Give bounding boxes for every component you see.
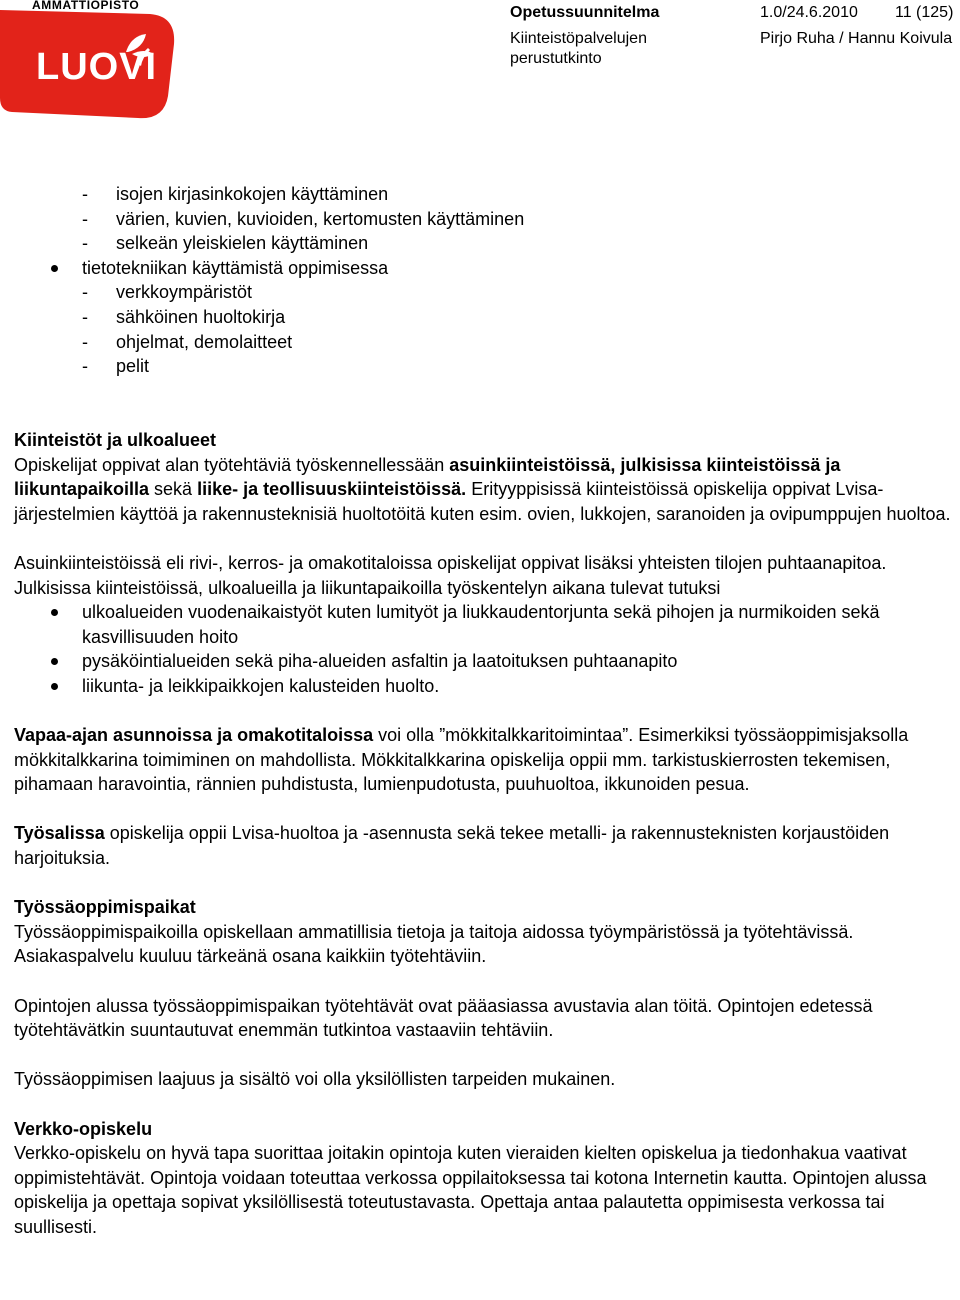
list-item: ulkoalueiden vuodenaikaistyöt kuten lumityöt ja liukkaudentorjunta sekä pihojen ja nurmikoiden sekä kasvillisuuden hoito bbox=[14, 600, 954, 649]
paragraph: Työssäoppimisen laajuus ja sisältö voi olla yksilöllisten tarpeiden mukainen. bbox=[14, 1069, 616, 1090]
luovi-logo bbox=[0, 0, 178, 122]
document-body bbox=[14, 182, 954, 1240]
list-item: - pelit bbox=[14, 354, 954, 379]
list-item: - värien, kuvien, kuvioiden, kertomusten käyttäminen bbox=[14, 207, 954, 232]
list-item: - isojen kirjasinkokojen käyttäminen bbox=[14, 182, 954, 207]
paragraph: Työssäoppimispaikoilla opiskellaan ammatillisia tietoja ja taitoja aidossa työympäristössä ja työtehtävissä. Asiakaspalvelu kuuluu tärkeänä osana kaikkiin työtehtäviin. bbox=[14, 921, 854, 967]
doc-version: 1.0/24.6.2010 bbox=[760, 4, 858, 21]
section-heading: Työssäoppimispaikat bbox=[14, 897, 196, 918]
paragraph: Asuinkiinteistöissä eli rivi-, kerros- ja omakotitaloissa opiskelijat oppivat lisäksi yhteisten tilojen puhtaanapitoa. Julkisissa kiinteistöissä, ulkoalueilla ja liikuntapaikoilla työskentelyn aikana tulevat tutuksi bbox=[14, 552, 887, 598]
doc-title: Opetussuunnitelma bbox=[510, 4, 660, 21]
section-heading: Kiinteistöt ja ulkoalueet bbox=[14, 429, 217, 450]
paragraph: Opiskelijat oppivat alan työtehtäviä työskennellessään asuinkiinteistöissä, julkisissa kiinteistöissä ja liikuntapaikoilla sekä liike- ja teollisuuskiinteistöissä. Erityyppisissä kiinteistöissä opiskelija oppivat Lvisa-järjestelmien käyttöä ja rakennusteknisiä huoltotöitä kuten esim. ovien, lukkojen, saranoiden ja ovipumppujen huoltoa. bbox=[14, 454, 951, 524]
logo-wordmark: LUOVI bbox=[36, 46, 158, 88]
list-item: tietotekniikan käyttämistä oppimisessa bbox=[14, 256, 954, 281]
list-item: - sähköinen huoltokirja bbox=[14, 305, 954, 330]
list-item: liikunta- ja leikkipaikkojen kalusteiden huolto. bbox=[14, 674, 954, 699]
doc-subtitle: Kiinteistöpalvelujen perustutkinto bbox=[510, 30, 647, 67]
page-number: 11 (125) bbox=[895, 4, 954, 21]
logo-top-text: AMMATTIOPISTO bbox=[32, 0, 140, 12]
list-item: pysäköintialueiden sekä piha-alueiden asfaltin ja laatoituksen puhtaanapito bbox=[14, 649, 954, 674]
paragraph: Työsalissa opiskelija oppii Lvisa-huoltoa ja -asennusta sekä tekee metalli- ja rakennusteknisten korjaustöiden harjoituksia. bbox=[14, 823, 890, 869]
paragraph: Opintojen alussa työssäoppimispaikan työtehtävät ovat pääasiassa avustavia alan töitä. Opintojen edetessä työtehtävätkin suuntautuvat enemmän tutkintoa vastaaviin tehtäviin. bbox=[14, 995, 873, 1041]
paragraph: Vapaa-ajan asunnoissa ja omakotitaloissa voi olla ”mökkitalkkaritoimintaa”. Esimerkiksi työssäoppimisjaksolla mökkitalkkarina toimiminen on mahdollista. Mökkitalkkarina opiskelija oppii mm. tarkistuskierrosten tekemisen, pihamaan haravointia, rännien puhdistusta, lumienpudotusta, puuhuoltoa, ikkunoiden pesua. bbox=[14, 725, 909, 795]
list-item: - selkeän yleiskielen käyttäminen bbox=[14, 231, 954, 256]
list-item: - verkkoympäristöt bbox=[14, 280, 954, 305]
doc-authors: Pirjo Ruha / Hannu Koivula bbox=[760, 30, 953, 47]
list-item: - ohjelmat, demolaitteet bbox=[14, 330, 954, 355]
paragraph: Verkko-opiskelu on hyvä tapa suorittaa joitakin opintoja kuten vieraiden kielten opiskelua ja tiedonhakua vaativat oppimistehtävät. Opintoja voidaan toteuttaa verkossa oppilaitoksessa tai kotona Internetin kautta. Opintojen alussa opiskelija ja opettaja sopivat yksilöllisestä toteutustavasta. Opettaja antaa palautetta oppimisesta verkossa tai suullisesti. bbox=[14, 1143, 927, 1237]
section-heading: Verkko-opiskelu bbox=[14, 1118, 153, 1139]
